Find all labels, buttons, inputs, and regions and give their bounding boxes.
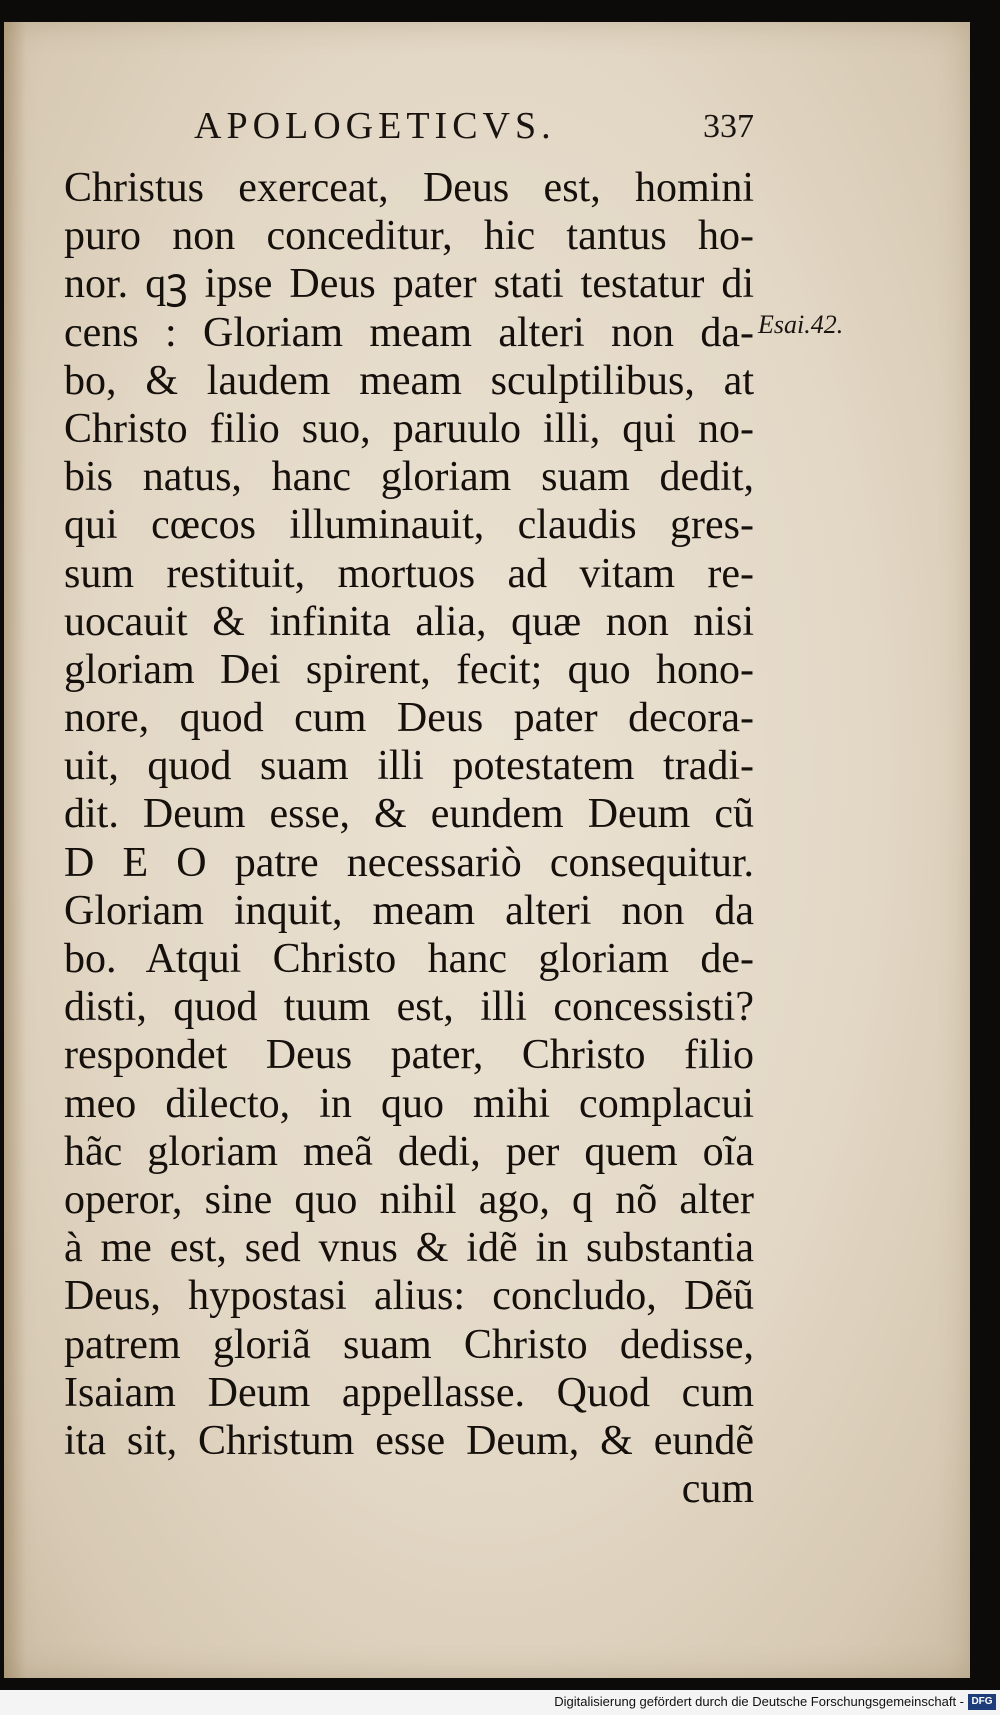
funding-credit: Digitalisierung gefördert durch die Deutsche Forschungsgemeinschaft -: [554, 1694, 964, 1709]
text-line: qui cœcos illuminauit, claudis gres-: [64, 502, 754, 549]
running-head: [64, 104, 754, 154]
text-line: nor. qꝫ ipse Deus pater stati testatur di: [64, 261, 754, 308]
text-line: à me est, sed vnus & idẽ in substantia: [64, 1225, 754, 1272]
text-line: meo dilecto, in quo mihi complacui: [64, 1080, 754, 1127]
text-line: uit, quod suam illi potestatem tradi-: [64, 743, 754, 790]
text-line: hãc gloriam meã dedi, per quem oĩa: [64, 1128, 754, 1175]
text-line: nore, quod cum Deus pater decora-: [64, 695, 754, 742]
text-line: respondet Deus pater, Christo filio: [64, 1032, 754, 1079]
book-page: [4, 22, 970, 1678]
text-line: Isaiam Deum appellasse. Quod cum: [64, 1369, 754, 1416]
running-title: APOLOGETICVS.: [194, 105, 556, 147]
text-line: cens : Gloriam meam alteri non da-: [64, 309, 754, 356]
body-text: [64, 164, 754, 1513]
catchword: cum: [681, 1466, 754, 1513]
text-line: ita sit, Christum esse Deum, & eundẽ: [64, 1417, 754, 1464]
text-line: Gloriam inquit, meam alteri non da: [64, 887, 754, 934]
text-line: patrem gloriã suam Christo dedisse,: [64, 1321, 754, 1368]
page-number: 337: [703, 108, 754, 145]
marginal-note: Esai.42.: [758, 310, 844, 339]
text-line: disti, quod tuum est, illi concessisti?: [64, 984, 754, 1031]
digitization-footer: [0, 1690, 1000, 1715]
dfg-logo-icon: DFG: [968, 1694, 996, 1710]
text-line: D E O patre necessariò consequitur.: [64, 839, 754, 886]
text-line: puro non conceditur, hic tantus ho-: [64, 213, 754, 260]
text-line: Christo filio suo, paruulo illi, qui no-: [64, 405, 754, 452]
text-line: dit. Deum esse, & eundem Deum cũ: [64, 791, 754, 838]
text-line: bo. Atqui Christo hanc gloriam de-: [64, 936, 754, 982]
text-line: sum restituit, mortuos ad vitam re-: [64, 550, 754, 597]
text-line: Deus, hypostasi alius: concludo, Dẽũ: [64, 1273, 754, 1320]
text-line: operor, sine quo nihil ago, q nõ alter: [64, 1176, 754, 1223]
text-line: Christus exerceat, Deus est, homini: [64, 165, 754, 211]
page-gutter-shadow: [4, 22, 26, 1678]
text-line: bo, & laudem meam sculptilibus, at: [64, 357, 754, 404]
text-line: gloriam Dei spirent, fecit; quo hono-: [64, 646, 754, 693]
text-line: bis natus, hanc gloriam suam dedit,: [64, 454, 754, 501]
text-line: uocauit & infinita alia, quæ non nisi: [64, 598, 754, 645]
